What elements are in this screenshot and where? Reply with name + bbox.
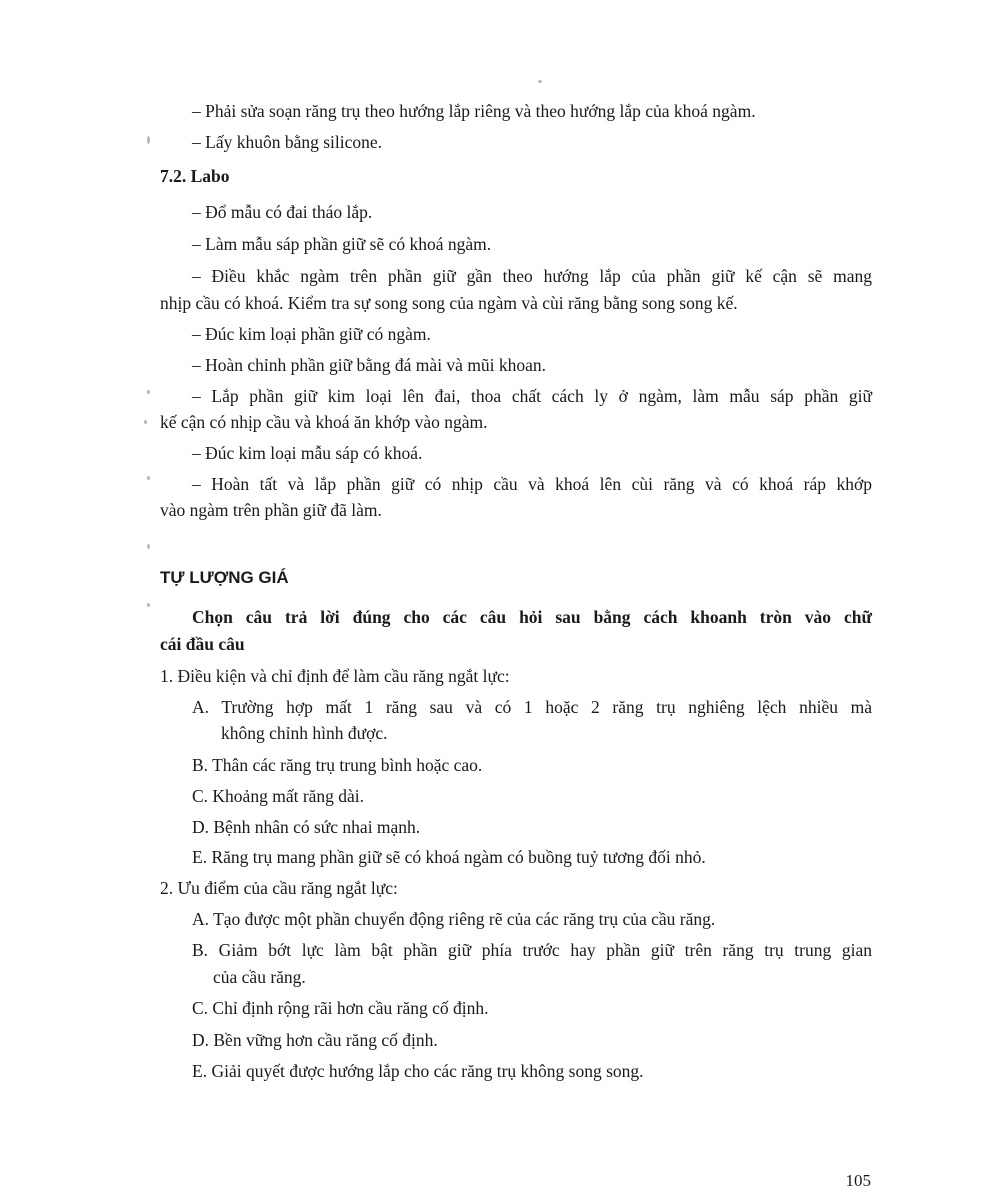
question-1-option-d: D. Bệnh nhân có sức nhai mạnh.: [192, 817, 421, 837]
scan-speck: [538, 80, 542, 83]
scan-speck: [147, 603, 150, 607]
question-1-stem: 1. Điều kiện và chỉ định để làm cầu răng ngắt lực:: [160, 666, 510, 686]
question-2-option-b-line-1: B. Giảm bớt lực làm bật phần giữ phía trước hay phần giữ trên răng trụ trung gian: [192, 940, 872, 960]
scan-speck: [147, 390, 150, 394]
labo-step-5: – Hoàn chỉnh phần giữ bằng đá mài và mũi khoan.: [192, 355, 547, 375]
question-1-option-e: E. Răng trụ mang phần giữ sẽ có khoá ngàm có buồng tuỷ tương đối nhỏ.: [192, 847, 706, 867]
labo-step-3-line-1: – Điều khắc ngàm trên phần giữ gần theo hướng lắp của phần giữ kế cận sẽ mang: [192, 266, 872, 286]
labo-step-7: – Đúc kim loại mẫu sáp có khoá.: [192, 443, 423, 463]
scan-speck: [147, 136, 150, 144]
question-2-option-e: E. Giải quyết được hướng lắp cho các răng trụ không song song.: [192, 1061, 644, 1081]
section-heading-labo: 7.2. Labo: [160, 166, 230, 186]
quiz-instruction-line-2: cái đầu câu: [160, 634, 245, 654]
page-number: 105: [845, 1171, 871, 1190]
intro-line-2: – Lấy khuôn bằng silicone.: [192, 132, 383, 152]
labo-step-2: – Làm mẫu sáp phần giữ sẽ có khoá ngàm.: [192, 234, 492, 254]
scan-speck: [147, 476, 150, 480]
labo-step-1: – Đổ mẫu có đai tháo lắp.: [192, 202, 373, 222]
labo-step-8-line-2: vào ngàm trên phần giữ đã làm.: [160, 500, 382, 520]
question-2-stem: 2. Ưu điểm của cầu răng ngắt lực:: [160, 878, 398, 898]
quiz-instruction-line-1: Chọn câu trả lời đúng cho các câu hỏi sau bằng cách khoanh tròn vào chữ: [192, 607, 872, 627]
question-1-option-a-line-2: không chỉnh hình được.: [221, 723, 388, 743]
labo-step-8-line-1: – Hoàn tất và lắp phần giữ có nhịp cầu và khoá lên cùi răng và có khoá ráp khớp: [192, 474, 872, 494]
section-heading-self-assessment: TỰ LƯỢNG GIÁ: [160, 568, 289, 587]
labo-step-6-line-2: kế cận có nhịp cầu và khoá ăn khớp vào ngàm.: [160, 412, 488, 432]
question-1-option-a-line-1: A. Trường hợp mất 1 răng sau và có 1 hoặc 2 răng trụ nghiêng lệch nhiều mà: [192, 697, 872, 717]
labo-step-3-line-2: nhịp cầu có khoá. Kiểm tra sự song song của ngàm và cùi răng bằng song song kế.: [160, 293, 738, 313]
question-2-option-c: C. Chỉ định rộng rãi hơn cầu răng cố định.: [192, 998, 489, 1018]
labo-step-6-line-1: – Lắp phần giữ kim loại lên đai, thoa chất cách ly ở ngàm, làm mẫu sáp phần giữ: [192, 386, 872, 406]
question-1-option-b: B. Thân các răng trụ trung bình hoặc cao.: [192, 755, 483, 775]
question-2-option-d: D. Bền vững hơn cầu răng cố định.: [192, 1030, 438, 1050]
question-2-option-a: A. Tạo được một phần chuyển động riêng rẽ của các răng trụ của cầu răng.: [192, 909, 716, 929]
question-1-option-c: C. Khoảng mất răng dài.: [192, 786, 365, 806]
intro-line-1: – Phải sửa soạn răng trụ theo hướng lắp riêng và theo hướng lắp của khoá ngàm.: [192, 101, 756, 121]
question-2-option-b-line-2: của cầu răng.: [213, 967, 306, 987]
scan-speck: [147, 544, 150, 549]
labo-step-4: – Đúc kim loại phần giữ có ngàm.: [192, 324, 431, 344]
scan-speck: [144, 420, 147, 424]
